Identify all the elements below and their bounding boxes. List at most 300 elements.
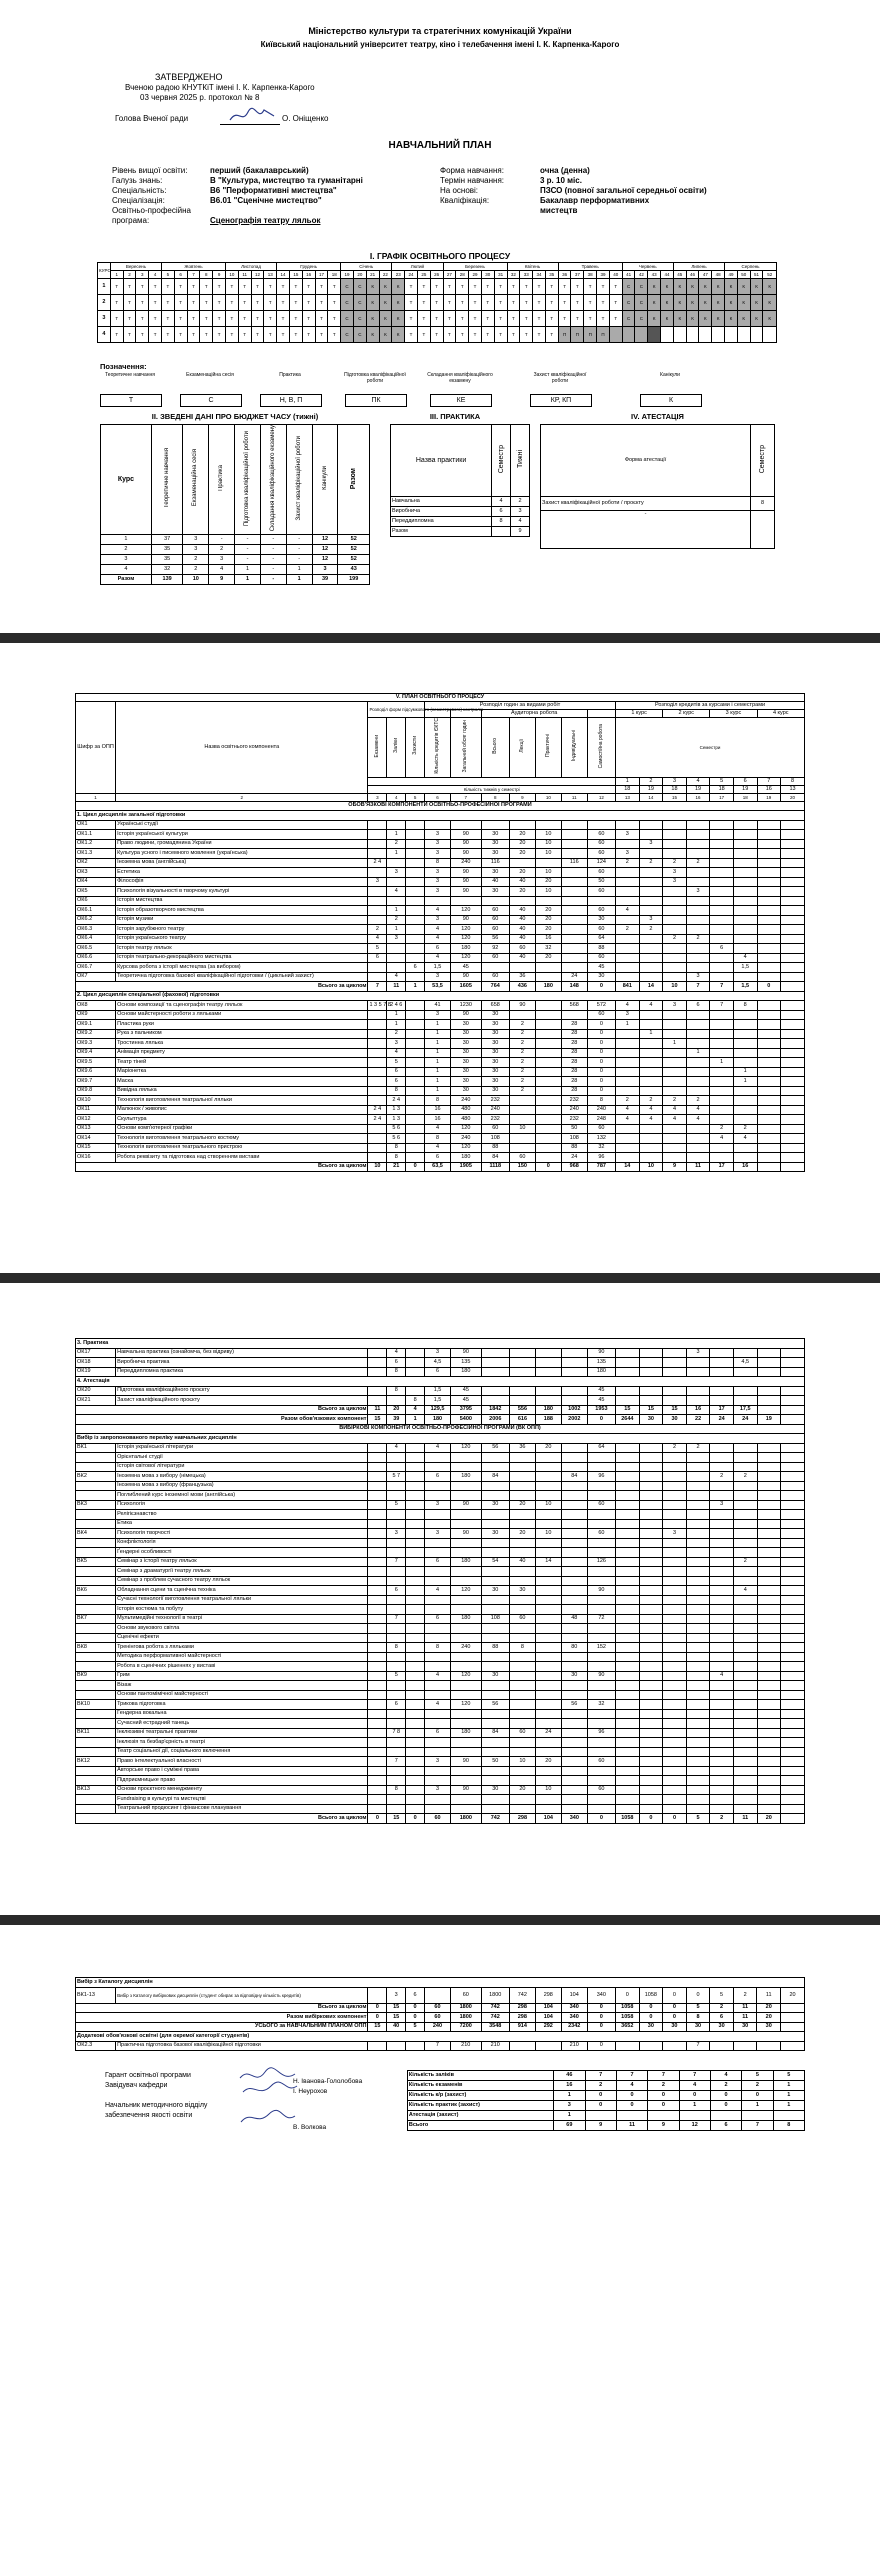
elective-row-cell [368, 1785, 387, 1795]
elective-row-cell: 10 [535, 1529, 561, 1539]
elective-total-cell: 0 [639, 2013, 663, 2023]
elective-row-cell [406, 1462, 425, 1472]
elective-row-cell [425, 1453, 451, 1463]
elective-row-cell [387, 1548, 406, 1558]
component-row-cell: 60 [587, 887, 615, 897]
elective-row-cell [639, 1709, 663, 1719]
schedule-cell: К [686, 311, 699, 327]
component-row-cell [757, 887, 781, 897]
elective-row-cell: 20 [535, 1443, 561, 1453]
elective-total-cell: 11 [733, 1814, 757, 1824]
cycle-total-cell: 7 [686, 982, 710, 992]
schedule-cell: К [737, 295, 750, 311]
elective-row-cell [509, 1690, 535, 1700]
mandatory-total-cell: 2006 [481, 1415, 509, 1425]
elective-row-cell [587, 1690, 615, 1700]
elective-row-cell [587, 1595, 615, 1605]
component-row-cell: Технологія виготовлення театральної ляльки [116, 1096, 368, 1106]
component-row-cell: 2 [710, 1124, 734, 1134]
catalog-name: Вибір з Каталогу вибіркових дисциплін (студент обирає за відповідну кількість кредитів) [116, 1987, 368, 2003]
component-row-cell: 90 [587, 1348, 615, 1358]
schedule-cell: Т [251, 295, 264, 311]
elective-row-cell [733, 1519, 757, 1529]
component-row-cell: 248 [587, 1115, 615, 1125]
elective-row-cell [686, 1719, 710, 1729]
elective-row-cell [616, 1804, 640, 1814]
column-number: 6 [425, 793, 451, 801]
catalog-total-cell: 0 [639, 2003, 663, 2013]
elective-row-cell: Семінар з драматургії театру ляльок [116, 1567, 368, 1577]
budget-cell: - [260, 555, 286, 565]
elective-row-cell [616, 1481, 640, 1491]
elective-row-cell [781, 1481, 805, 1491]
summary-value: 6 [710, 2121, 741, 2131]
component-row-cell [733, 820, 757, 830]
elective-total-cell: 1058 [615, 2013, 639, 2023]
elective-row-cell [757, 1510, 781, 1520]
elective-row-cell [781, 1605, 805, 1615]
budget-header: Складання кваліфікаційного екзамену [260, 425, 286, 535]
component-row-cell: 6 [387, 1358, 406, 1368]
component-row-cell: 135 [451, 1358, 482, 1368]
elective-total-cell: 0 [406, 1814, 425, 1824]
elective-row-cell [561, 1605, 587, 1615]
elective-row-cell [535, 1662, 561, 1672]
catalog-cell: 6 [406, 1987, 425, 2003]
elective-row-cell [425, 1548, 451, 1558]
component-row-cell [663, 1396, 687, 1406]
component-row-cell [535, 1058, 561, 1068]
elective-row-cell [76, 1776, 116, 1786]
component-row-cell: 3 [425, 868, 451, 878]
elective-row-cell [509, 1633, 535, 1643]
component-row-cell [663, 1058, 687, 1068]
component-row-cell: Маска [116, 1077, 368, 1087]
schedule-cell [750, 327, 763, 343]
catalog-total-cell: 2 [710, 2003, 734, 2013]
extra-row-cell [509, 2041, 535, 2051]
elective-row-cell [535, 1671, 561, 1681]
component-row-cell [616, 915, 640, 925]
elective-row-cell [406, 1491, 425, 1501]
budget-title: II. ЗВЕДЕНІ ДАНІ ПРО БЮДЖЕТ ЧАСУ (тижні) [151, 412, 319, 421]
week-number: 20 [353, 271, 366, 279]
elective-row-cell [368, 1510, 387, 1520]
schedule-cell: Т [443, 295, 456, 311]
elective-row-cell [535, 1472, 561, 1482]
elective-row-cell: 90 [587, 1671, 615, 1681]
catalog-cell: 104 [561, 1987, 587, 2003]
component-row-cell [733, 944, 757, 954]
component-row-cell: 0 [587, 1020, 615, 1030]
component-row-cell: 45 [587, 1396, 615, 1406]
cycle-total-cell: 16 [686, 1405, 710, 1415]
semester-weeks: 18 [710, 785, 734, 793]
elective-row-cell [561, 1709, 587, 1719]
summary-value: 4 [710, 2071, 741, 2081]
component-row-cell [757, 1105, 781, 1115]
component-row-cell [406, 1010, 425, 1020]
component-row-cell [387, 963, 406, 973]
cycle-total-cell: 4 [406, 1405, 425, 1415]
elective-row-cell: 120 [451, 1586, 482, 1596]
elective-row-cell [561, 1548, 587, 1558]
week-number: 12 [251, 271, 264, 279]
component-row-cell: 2 [616, 1096, 640, 1106]
elective-row-cell [481, 1690, 509, 1700]
component-row-cell [757, 839, 781, 849]
schedule-cell: Т [213, 311, 226, 327]
elective-row-cell: Грим [116, 1671, 368, 1681]
elective-row-cell: 56 [561, 1700, 587, 1710]
schedule-cell: К [392, 311, 405, 327]
month-8: Травень [558, 263, 622, 271]
schedule-cell: Т [405, 311, 418, 327]
component-row-cell: Вивідна лялька [116, 1086, 368, 1096]
component-row-cell: 1 [686, 1048, 710, 1058]
elective-row-cell [406, 1519, 425, 1529]
elective-row-cell [425, 1681, 451, 1691]
attest-title: IV. АТЕСТАЦІЯ [631, 412, 684, 421]
component-row-cell [733, 934, 757, 944]
elective-row-cell: 180 [451, 1728, 482, 1738]
column-number: 5 [406, 793, 425, 801]
component-row-cell: 1 [425, 1020, 451, 1030]
extra-row-cell [387, 2041, 406, 2051]
elective-row-cell [368, 1719, 387, 1729]
component-row-cell: 1 [425, 1077, 451, 1087]
component-row-cell: 32 [535, 944, 561, 954]
schedule-cell: Т [533, 279, 546, 295]
elective-row-cell [425, 1510, 451, 1520]
component-row-cell: 2 [368, 925, 387, 935]
component-row-cell [587, 896, 615, 906]
head-name: О. Оніщенко [282, 114, 329, 123]
elective-row-cell [509, 1652, 535, 1662]
elective-row-cell [781, 1453, 805, 1463]
page-4 [0, 1925, 880, 2560]
component-row-cell [406, 1358, 425, 1368]
elective-row-cell [686, 1557, 710, 1567]
elective-row-cell [710, 1614, 734, 1624]
elective-row-cell: ВК9 [76, 1671, 116, 1681]
elective-row-cell [76, 1548, 116, 1558]
elective-row-cell [587, 1453, 615, 1463]
elective-row-cell [561, 1586, 587, 1596]
column-number: 12 [587, 793, 615, 801]
cycle-total-cell [781, 1162, 805, 1172]
schedule-cell: Т [110, 295, 123, 311]
elective-row-cell [387, 1510, 406, 1520]
grand-total-cell [781, 2022, 805, 2032]
budget-header: Теоретичне навчання [151, 425, 183, 535]
cycle-total-cell: 3795 [451, 1405, 482, 1415]
column-number: 7 [450, 793, 481, 801]
elective-row-cell [387, 1766, 406, 1776]
elective-row-cell [663, 1548, 687, 1558]
component-row-cell: 30 [450, 1020, 481, 1030]
elective-row-cell [451, 1747, 482, 1757]
elective-row-cell [710, 1681, 734, 1691]
semester-number: 7 [757, 777, 781, 785]
schedule-cell [609, 327, 622, 343]
component-row-cell [535, 1067, 561, 1077]
component-row-cell: 3 [639, 839, 663, 849]
elective-row-cell [535, 1614, 561, 1624]
schedule-cell: Т [289, 279, 302, 295]
elective-row-cell: ВК10 [76, 1700, 116, 1710]
component-row-cell: Історія українського театру [116, 934, 368, 944]
component-row-cell [757, 1029, 781, 1039]
component-row-cell: 0 [587, 1029, 615, 1039]
elective-row-cell [757, 1453, 781, 1463]
attest-header: Семестр [751, 425, 775, 497]
elective-row-cell [757, 1538, 781, 1548]
elective-row-cell [451, 1662, 482, 1672]
component-row-cell: 4 [710, 1134, 734, 1144]
cycle-total-cell: 180 [535, 982, 561, 992]
mandatory-total-cell: 2002 [561, 1415, 587, 1425]
week-number: 5 [161, 271, 174, 279]
component-row-cell [616, 1029, 640, 1039]
component-row-cell [639, 887, 663, 897]
component-row-cell: 6 [425, 944, 451, 954]
component-row-cell [686, 953, 710, 963]
elective-row-cell: Інклюзія та безбар'єрність в театрі [116, 1738, 368, 1748]
component-row-cell: ОК9.1 [76, 1020, 116, 1030]
component-row-cell: 60 [587, 839, 615, 849]
component-row-cell [733, 830, 757, 840]
legend-item-name: Теоретичне навчання [105, 372, 155, 378]
week-number: 48 [712, 271, 725, 279]
schedule-cell: Т [315, 295, 328, 311]
schedule-cell: С [622, 311, 635, 327]
legend-item-code: КР, КП [530, 394, 592, 407]
elective-row-cell [686, 1567, 710, 1577]
component-row-cell [781, 934, 805, 944]
elective-row-cell [406, 1671, 425, 1681]
elective-row-cell: 60 [509, 1614, 535, 1624]
component-row-cell: 4 [686, 1115, 710, 1125]
column-number: 4 [387, 793, 406, 801]
catalog-title: Вибір з Каталогу дисциплін [76, 1978, 805, 1988]
sig2-role: Завідувач кафедри [105, 2082, 168, 2089]
month-9: Червень [622, 263, 673, 271]
component-row-cell: 60 [481, 972, 509, 982]
elective-total-cell: 8 [686, 2013, 710, 2023]
summary-value: 11 [616, 2121, 647, 2131]
schedule-cell: Т [149, 327, 162, 343]
elective-row-cell [757, 1548, 781, 1558]
component-row-cell [757, 1096, 781, 1106]
budget-cell: - [260, 535, 286, 545]
practice-header: Семестр [492, 425, 511, 497]
elective-row-cell [368, 1453, 387, 1463]
component-row-cell: 116 [481, 858, 509, 868]
summary-value: 7 [616, 2071, 647, 2081]
component-row-cell [639, 944, 663, 954]
header-control: Розподіл форм підсумкового (семестрового) контролю [368, 702, 425, 718]
grand-total-cell: 2342 [561, 2022, 587, 2032]
schedule-cell: С [341, 311, 354, 327]
component-row-cell [616, 1386, 640, 1396]
component-row-cell [686, 1020, 710, 1030]
mandatory-total-cell: 0 [587, 1415, 615, 1425]
component-row-cell: 28 [561, 1058, 587, 1068]
component-row-cell: 4 [639, 1001, 663, 1011]
cycle-total-cell: 7 [710, 982, 734, 992]
component-row-cell [616, 934, 640, 944]
elective-row-cell [368, 1728, 387, 1738]
elective-total-cell: 340 [561, 2013, 587, 2023]
elective-row-cell [76, 1576, 116, 1586]
component-row-cell: 1 [387, 1020, 406, 1030]
component-row-cell [781, 1086, 805, 1096]
elective-row-cell [616, 1538, 640, 1548]
elective-row-cell [387, 1538, 406, 1548]
semester-weeks: 19 [639, 785, 663, 793]
budget-cell: 1 [235, 575, 261, 585]
component-row-cell: 3 [663, 868, 687, 878]
schedule-cell: С [341, 295, 354, 311]
component-row-cell [616, 877, 640, 887]
schedule-cell: К [712, 279, 725, 295]
elective-row-cell [451, 1766, 482, 1776]
component-row-cell [710, 1396, 734, 1406]
component-row-cell: 32 [587, 1143, 615, 1153]
extra-row-cell [639, 2041, 663, 2051]
elective-row-cell [406, 1757, 425, 1767]
component-row-cell [663, 887, 687, 897]
component-row-cell [663, 1367, 687, 1377]
schedule-cell: Т [302, 279, 315, 295]
elective-row-cell [710, 1605, 734, 1615]
component-row-cell [781, 849, 805, 859]
schedule-cell: Т [174, 295, 187, 311]
column-number: 2 [116, 793, 368, 801]
budget-cell: 1 [235, 565, 261, 575]
component-row-cell: 1 3 [387, 1115, 406, 1125]
cycle-total-cell: 0 [587, 982, 615, 992]
elective-row-cell [406, 1795, 425, 1805]
extra-row-cell: 7 [424, 2041, 450, 2051]
schedule-cell: С [341, 279, 354, 295]
schedule-cell [635, 327, 648, 343]
schedule-cell: Т [609, 295, 622, 311]
elective-row-cell [710, 1709, 734, 1719]
section-title: ОБОВ'ЯЗКОВІ КОМПОНЕНТИ ОСВІТНЬО-ПРОФЕСІЙНОЇ ПРОГРАМИ [76, 801, 805, 811]
component-row-cell: 60 [481, 915, 509, 925]
elective-row-cell: Сучасні технології виготовлення театральної ляльки [116, 1595, 368, 1605]
schedule-cell: Т [533, 295, 546, 311]
component-row-cell [368, 963, 387, 973]
component-row-cell: ОК14 [76, 1134, 116, 1144]
catalog-cell [424, 1987, 450, 2003]
component-row-cell [616, 953, 640, 963]
elective-row-cell [639, 1567, 663, 1577]
component-row-cell: 3 [686, 972, 710, 982]
semester-weeks: 19 [686, 785, 710, 793]
elective-row-cell [509, 1671, 535, 1681]
cycle-total-cell: 764 [481, 982, 509, 992]
elective-row-cell [76, 1709, 116, 1719]
elective-row-cell: Тренінгова робота з ляльками [116, 1643, 368, 1653]
component-row-cell [481, 963, 509, 973]
cycle-total-cell: 180 [535, 1405, 561, 1415]
sig3-role2: забезпечення якості освіти [105, 2112, 193, 2119]
info-label: Освітньо-професійна [112, 206, 191, 215]
component-row-cell [757, 1115, 781, 1125]
summary-value: 1 [554, 2111, 585, 2121]
elective-row-cell [451, 1738, 482, 1748]
component-row-cell [710, 1386, 734, 1396]
elective-row-cell [406, 1785, 425, 1795]
component-row-cell [781, 839, 805, 849]
elective-row-cell [387, 1804, 406, 1814]
elective-row-cell: 48 [561, 1614, 587, 1624]
component-row-cell: 90 [450, 868, 481, 878]
plan-title: НАВЧАЛЬНИЙ ПЛАН [388, 140, 492, 151]
component-row-cell [406, 953, 425, 963]
component-row-cell [406, 896, 425, 906]
budget-header: Підготовка кваліфікаційної роботи [235, 425, 261, 535]
component-row-cell: 4 [425, 934, 451, 944]
component-row-cell: 30 [450, 1086, 481, 1096]
elective-row-cell [509, 1681, 535, 1691]
elective-row-cell [757, 1443, 781, 1453]
component-row-cell: 88 [561, 1143, 587, 1153]
elective-row-cell [616, 1624, 640, 1634]
component-row-cell: 180 [587, 1367, 615, 1377]
component-row-cell [781, 1096, 805, 1106]
elective-row-cell [481, 1719, 509, 1729]
schedule-cell: Т [405, 295, 418, 311]
elective-row-cell [368, 1557, 387, 1567]
schedule-cell: Т [161, 279, 174, 295]
elective-row-cell: 4 [425, 1700, 451, 1710]
component-row-cell: 240 [450, 1096, 481, 1106]
component-row-cell: 30 [481, 1086, 509, 1096]
component-row-cell: 28 [561, 1029, 587, 1039]
elective-row-cell [481, 1567, 509, 1577]
budget-cell: 52 [338, 545, 370, 555]
practice-name: Разом [391, 527, 492, 537]
approved-line2: 03 червня 2025 р. протокол № 8 [140, 93, 260, 102]
week-number: 7 [187, 271, 200, 279]
elective-row-cell [509, 1766, 535, 1776]
elective-row-cell [76, 1690, 116, 1700]
schedule-cell: Т [545, 311, 558, 327]
elective-row-cell: 7 [387, 1757, 406, 1767]
elective-row-cell [639, 1500, 663, 1510]
schedule-cell [699, 327, 712, 343]
week-number: 31 [494, 271, 507, 279]
elective-row-cell [406, 1804, 425, 1814]
catalog-total-cell: 742 [481, 2003, 509, 2013]
summary-value [679, 2111, 710, 2121]
elective-row-cell [387, 1633, 406, 1643]
component-row-cell: 45 [451, 1386, 482, 1396]
summary-value: 5 [742, 2071, 773, 2081]
component-row-cell: 6 [368, 953, 387, 963]
cycle-total-cell: 1953 [587, 1405, 615, 1415]
component-row-cell [686, 915, 710, 925]
elective-row-cell [425, 1491, 451, 1501]
elective-row-cell [639, 1443, 663, 1453]
elective-row-cell [387, 1776, 406, 1786]
component-row-cell [616, 1143, 640, 1153]
info-value: очна (денна) [540, 166, 590, 175]
